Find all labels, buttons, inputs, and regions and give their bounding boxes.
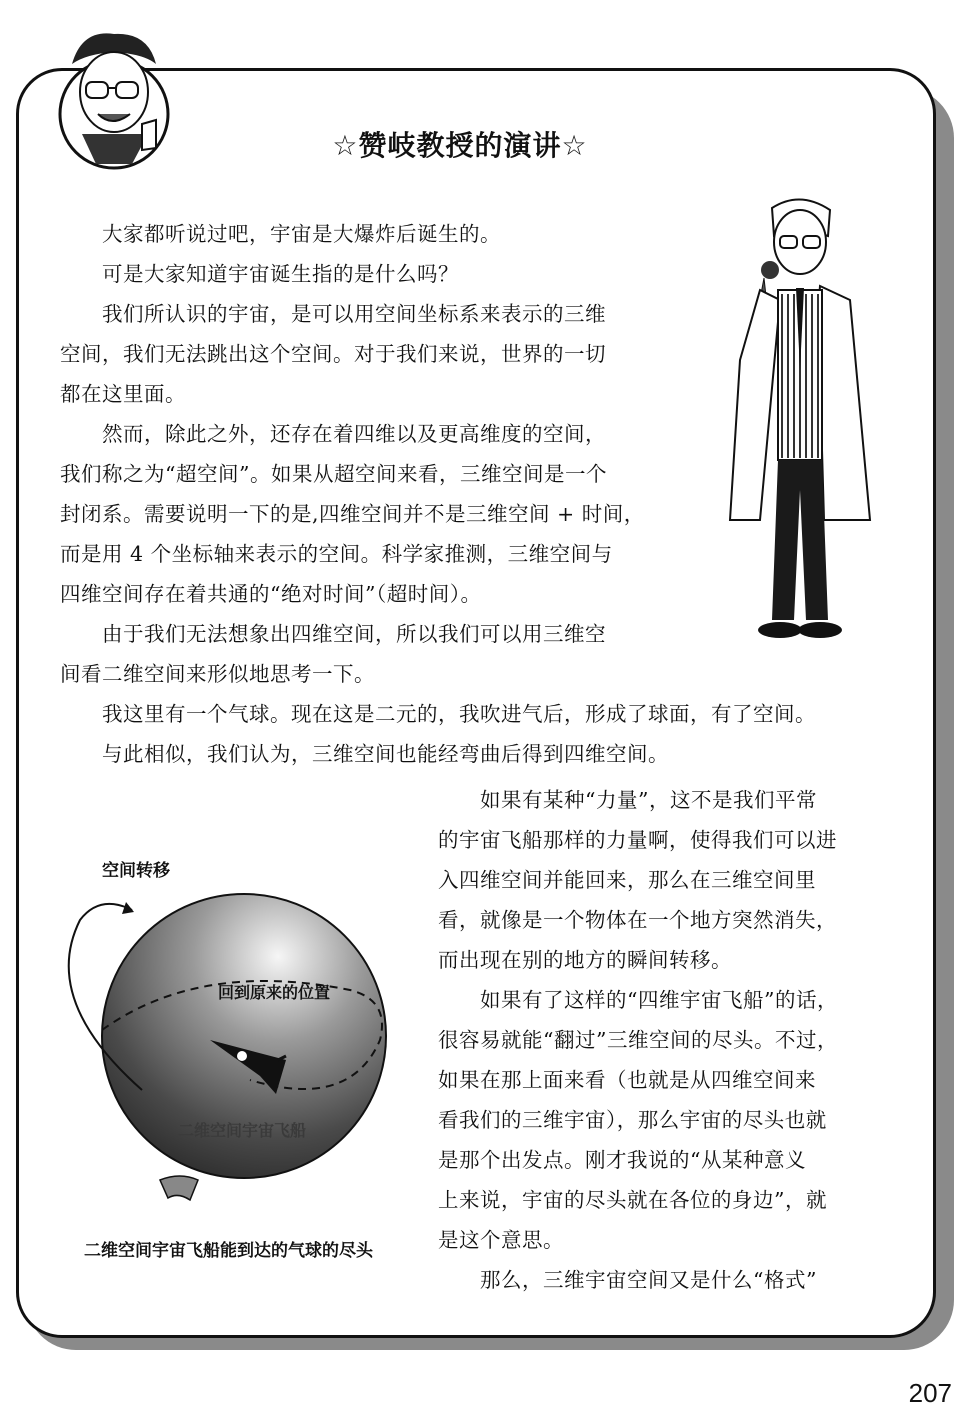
text-line: 看我们的三维宇宙），那么宇宙的尽头也就 bbox=[438, 1108, 827, 1132]
text-line: 然而，除此之外，还存在着四维以及更高维度的空间， bbox=[102, 422, 606, 446]
text-line: 那么，三维宇宙空间又是什么“格式” bbox=[480, 1268, 817, 1292]
figure-caption: 二维空间宇宙飞船能到达的气球的尽头 bbox=[84, 1241, 373, 1261]
text-line: 我这里有一个气球。现在这是二元的，我吹进气后，形成了球面，有了空间。 bbox=[102, 702, 816, 726]
text-line: 而出现在别的地方的瞬间转移。 bbox=[438, 948, 732, 972]
text-line: 而是用 4 个坐标轴来表示的空间。科学家推测，三维空间与 bbox=[60, 542, 613, 566]
label-2d-spaceship: 二维空间宇宙飞船 bbox=[178, 1121, 307, 1140]
text-line: 都在这里面。 bbox=[60, 382, 186, 406]
text-line: 上来说，宇宙的尽头就在各位的身边”，就 bbox=[438, 1188, 827, 1212]
text-line: 如果有了这样的“四维宇宙飞船”的话， bbox=[480, 988, 838, 1012]
page-number: 207 bbox=[908, 1378, 952, 1408]
text-line: 我们所认识的宇宙，是可以用空间坐标系来表示的三维 bbox=[102, 302, 606, 326]
professor-illustration bbox=[720, 190, 880, 660]
text-block-top bbox=[60, 214, 680, 694]
label-space-transfer: 空间转移 bbox=[102, 861, 170, 881]
text-line: 与此相似，我们认为，三维空间也能经弯曲后得到四维空间。 bbox=[102, 742, 669, 766]
text-line: 是这个意思。 bbox=[438, 1228, 564, 1252]
professor-avatar bbox=[52, 24, 172, 174]
text-block-mid bbox=[60, 694, 880, 774]
text-line: 入四维空间并能回来，那么在三维空间里 bbox=[438, 868, 816, 892]
text-line: 看，就像是一个物体在一个地方突然消失， bbox=[438, 908, 837, 932]
balloon-figure bbox=[50, 880, 410, 1220]
text-line: 如果在那上面来看（也就是从四维空间来 bbox=[438, 1068, 816, 1092]
text-line: 封闭系。需要说明一下的是,四维空间并不是三维空间 + 时间， bbox=[60, 502, 645, 526]
text-line: 如果有某种“力量”，这不是我们平常 bbox=[480, 788, 817, 812]
text-line: 间看二维空间来形似地思考一下。 bbox=[60, 662, 375, 686]
label-return-position: 回到原来的位置 bbox=[218, 983, 331, 1002]
text-line: 我们称之为“超空间”。如果从超空间来看，三维空间是一个 bbox=[60, 462, 607, 486]
text-line: 大家都听说过吧，宇宙是大爆炸后诞生的。 bbox=[102, 222, 501, 246]
balloon-knot-icon bbox=[160, 1176, 198, 1200]
text-block-right bbox=[438, 780, 878, 1300]
text-line: 由于我们无法想象出四维空间，所以我们可以用三维空 bbox=[102, 622, 606, 646]
text-line: 的宇宙飞船那样的力量啊，使得我们可以进 bbox=[438, 828, 837, 852]
text-line: 空间，我们无法跳出这个空间。对于我们来说，世界的一切 bbox=[60, 342, 606, 366]
lecture-title: ☆赞岐教授的演讲☆ bbox=[332, 129, 588, 162]
text-line: 是那个出发点。刚才我说的“从某种意义 bbox=[438, 1148, 806, 1172]
text-line: 很容易就能“翻过”三维空间的尽头。不过， bbox=[438, 1028, 838, 1052]
text-line: 可是大家知道宇宙诞生指的是什么吗？ bbox=[102, 262, 459, 286]
text-line: 四维空间存在着共通的“绝对时间”（超时间）。 bbox=[60, 582, 482, 606]
